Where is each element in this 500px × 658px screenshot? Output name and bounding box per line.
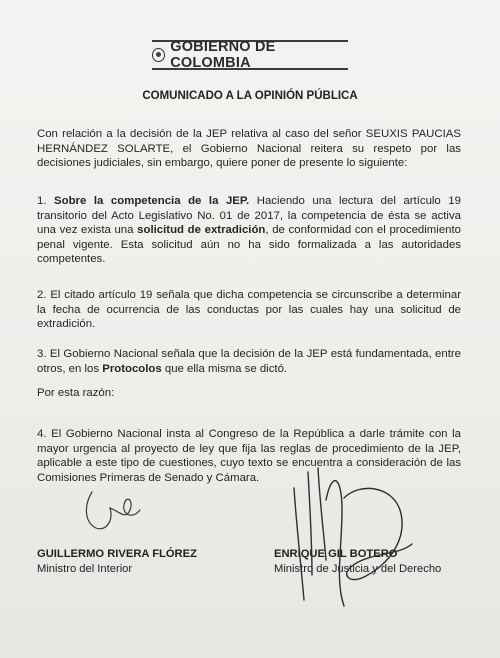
point-1-heading: Sobre la competencia de la JEP. (54, 195, 250, 207)
signature-role-2: Ministro de Justicia y del Derecho (274, 563, 442, 575)
signature-role-1: Ministro del Interior (37, 563, 133, 575)
point-3-bold-phrase: Protocolos (102, 362, 162, 375)
signature-name-1: GUILLERMO RIVERA FLÓREZ (37, 548, 197, 560)
point-1-bold-phrase: solicitud de extradición (137, 224, 266, 236)
signature-name-2: ENRIQUE GIL BOTERO (274, 548, 398, 560)
point-4-paragraph: 4. El Gobierno Nacional insta al Congreso de la República a darle trámite con la mayor urgencia al proyecto de ley que fija las reglas de procedimiento de la JEP, aplicable a este tipo de cuestiones, cuyo texto se encuentra a consideración de las Comisiones Primeras de Senado y Cámara. (37, 428, 461, 484)
point-1-number: 1. (37, 195, 47, 207)
point-3-text-a: 3. El Gobierno Nacional señala que la decisión de la JEP está fundamentada, entre otros, en los (37, 348, 461, 375)
government-header (152, 40, 348, 70)
point-1-paragraph (37, 194, 461, 267)
por-esta-razon: Por esta razón: (37, 387, 115, 399)
intro-paragraph: Con relación a la decisión de la JEP relativa al caso del señor SEUXIS PAUCIAS HERNÁNDEZ SOLARTE, el Gobierno Nacional reitera su respeto por las decisiones judiciales, sin embargo, quiere poner de presente lo siguiente: (37, 128, 461, 169)
signature-scribble-2a (294, 468, 344, 606)
point-1-text-c: , de conformidad con el procedimiento penal vigente. Esta solicitud aún no ha sido formalizada a las autoridades competentes. (37, 224, 461, 265)
signature-scribble-1 (86, 492, 140, 529)
government-title: GOBIERNO DE COLOMBIA (170, 39, 276, 71)
point-1-text-a: Haciendo una lectura del artículo 19 transitorio del Acto Legislativo No. 01 de 2017, la competencia de ésta se activa una vez exista una (37, 195, 461, 236)
document-title: COMUNICADO A LA OPINIÓN PÚBLICA (142, 90, 358, 102)
point-2-paragraph: 2. El citado artículo 19 señala que dicha competencia se circunscribe a determinar la fecha de ocurrencia de las conductas por las cuales hay una solicitud de extradición. (37, 289, 461, 330)
coat-of-arms-icon (152, 48, 165, 62)
point-3-text-c: que ella misma se dictó. (161, 362, 288, 375)
point-3-paragraph (37, 347, 461, 376)
